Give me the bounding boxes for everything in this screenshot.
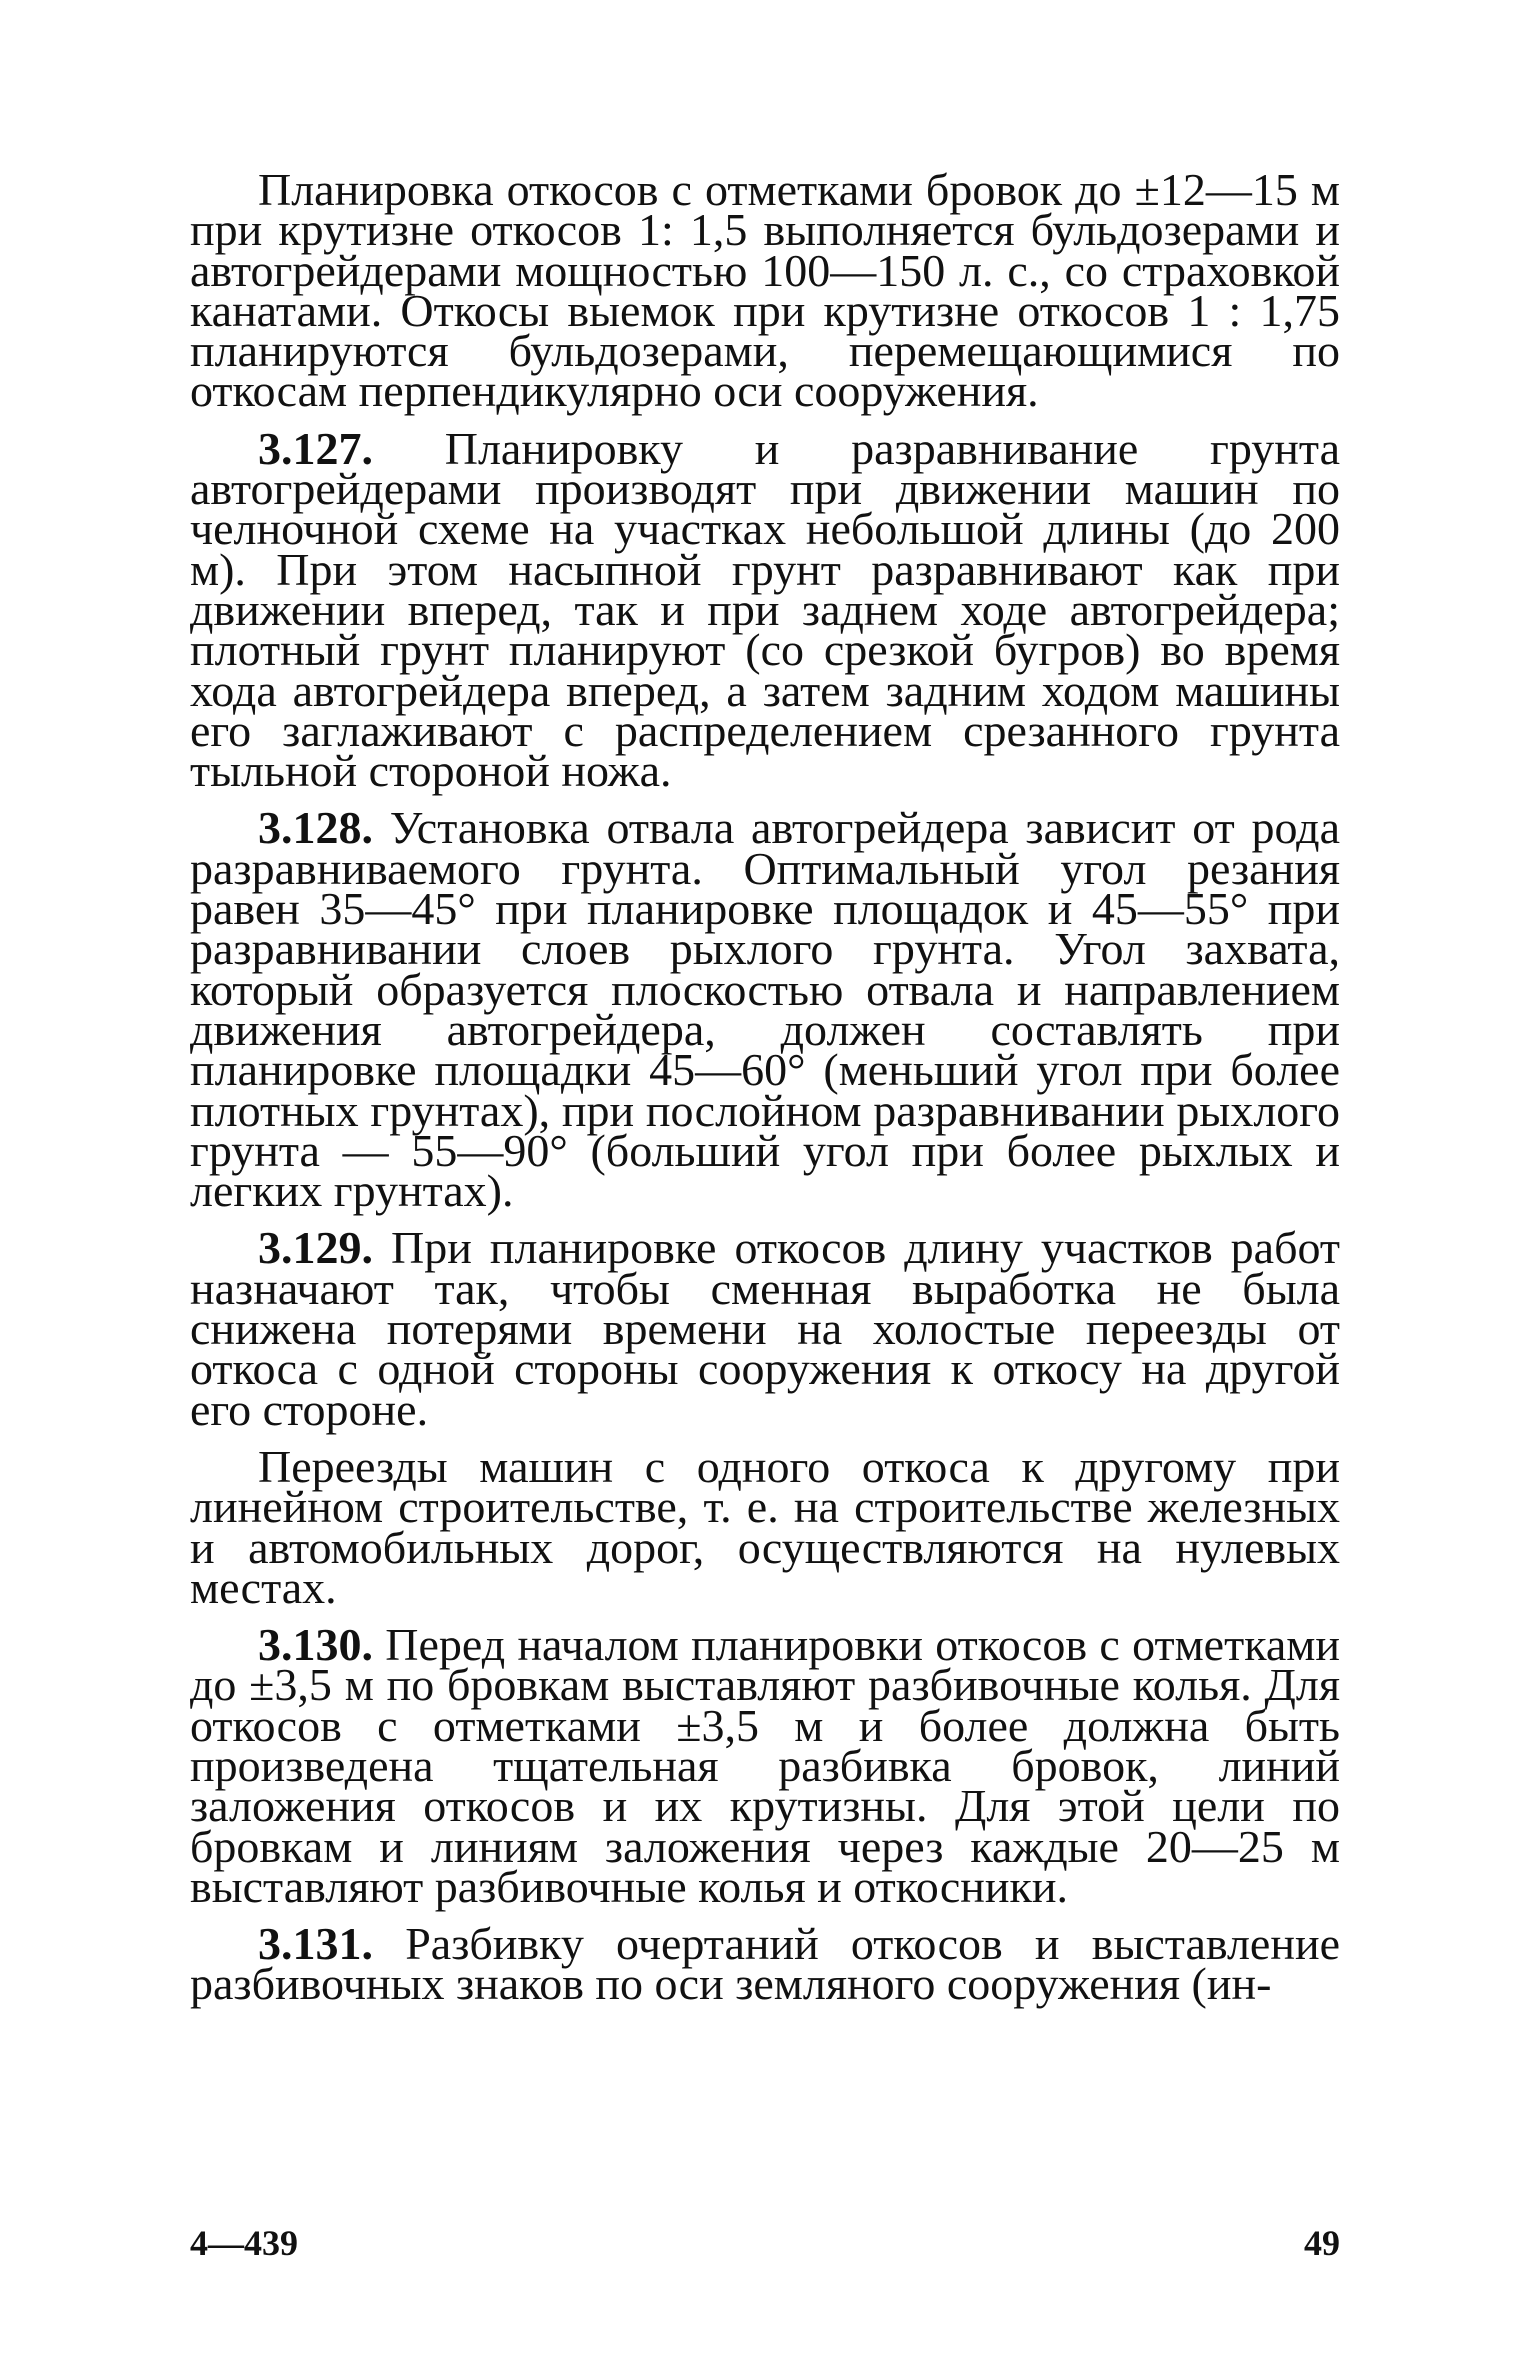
paragraph-text: При планировке откосов длину участков работ назначают так, чтобы сменная выработка не была снижена потерями времени на холостые переезды от откоса с одной стороны сооружения к откосу на другой его стороне.	[190, 1222, 1340, 1435]
paragraph-text: Разбивку очертаний откосов и выставление разбивочных знаков по оси земляного сооружения (ин-	[190, 1918, 1340, 2010]
paragraph-text: Перед началом планировки откосов с отметками до ±3,5 м по бровкам выставляют разбивочные колья. Для откосов с отметками ±3,5 м и более должна быть произведена тщательная разбивка бровок, линий заложения откосов и их крутизны. Для этой цели по бровкам и линиям заложения через каждые 20—25 м выставляют разбивочные колья и откосники.	[190, 1619, 1340, 1912]
section-number: 3.131.	[258, 1918, 373, 1970]
paragraph-text: Установка отвала автогрейдера зависит от рода разравниваемого грунта. Оптимальный угол резания равен 35—45° при планировке площадок и 45—55° при разравнивании слоев рыхлого грунта. Угол захвата, который образуется плоскостью отвала и направлением движения автогрейдера, должен составлять при планировке площадки 45—60° (меньший угол при более плотных грунтах), при послойном разравнивании рыхлого грунта — 55—90° (больший угол при более рыхлых и легких грунтах).	[190, 802, 1340, 1217]
paragraph-text: Планировку и разравнивание грунта автогрейдерами производят при движении машин по челночной схеме на участках небольшой длины (до 200 м). При этом насыпной грунт разравнивают как при движении вперед, так и при заднем ходе автогрейдера; плотный грунт планируют (со срезкой бугров) во время хода автогрейдера вперед, а затем задним ходом машины его заглаживают с распределением срезанного грунта тыльной стороной ножа.	[190, 422, 1340, 797]
paragraph	[190, 422, 1340, 797]
paragraph	[190, 802, 1340, 1217]
body-text	[190, 164, 1340, 2010]
paragraph	[190, 1619, 1340, 1912]
printer-signature: 4—439	[190, 2223, 298, 2263]
page-number: 49	[1304, 2223, 1340, 2263]
paragraph	[190, 164, 1340, 417]
paragraph	[190, 1440, 1340, 1613]
paragraph	[190, 1918, 1340, 2010]
section-number: 3.128.	[258, 802, 373, 854]
paragraph-text: Переезды машин с одного откоса к другому при линейном строительстве, т. е. на строительстве железных и автомобильных дорог, осуществляются на нулевых местах.	[190, 1440, 1340, 1613]
page-footer	[190, 2222, 1340, 2270]
section-number: 3.129.	[258, 1222, 373, 1274]
section-number: 3.130.	[258, 1619, 373, 1671]
section-number: 3.127.	[258, 422, 373, 474]
paragraph-text: Планировка откосов с отметками бровок до ±12—15 м при крутизне откосов 1: 1,5 выполняется бульдозерами и автогрейдерами мощностью 100—150 л. с., со страховкой канатами. Откосы выемок при крутизне откосов 1 : 1,75 планируются бульдозерами, перемещающимися по откосам перпендикулярно оси сооружения.	[190, 164, 1340, 417]
paragraph	[190, 1222, 1340, 1435]
